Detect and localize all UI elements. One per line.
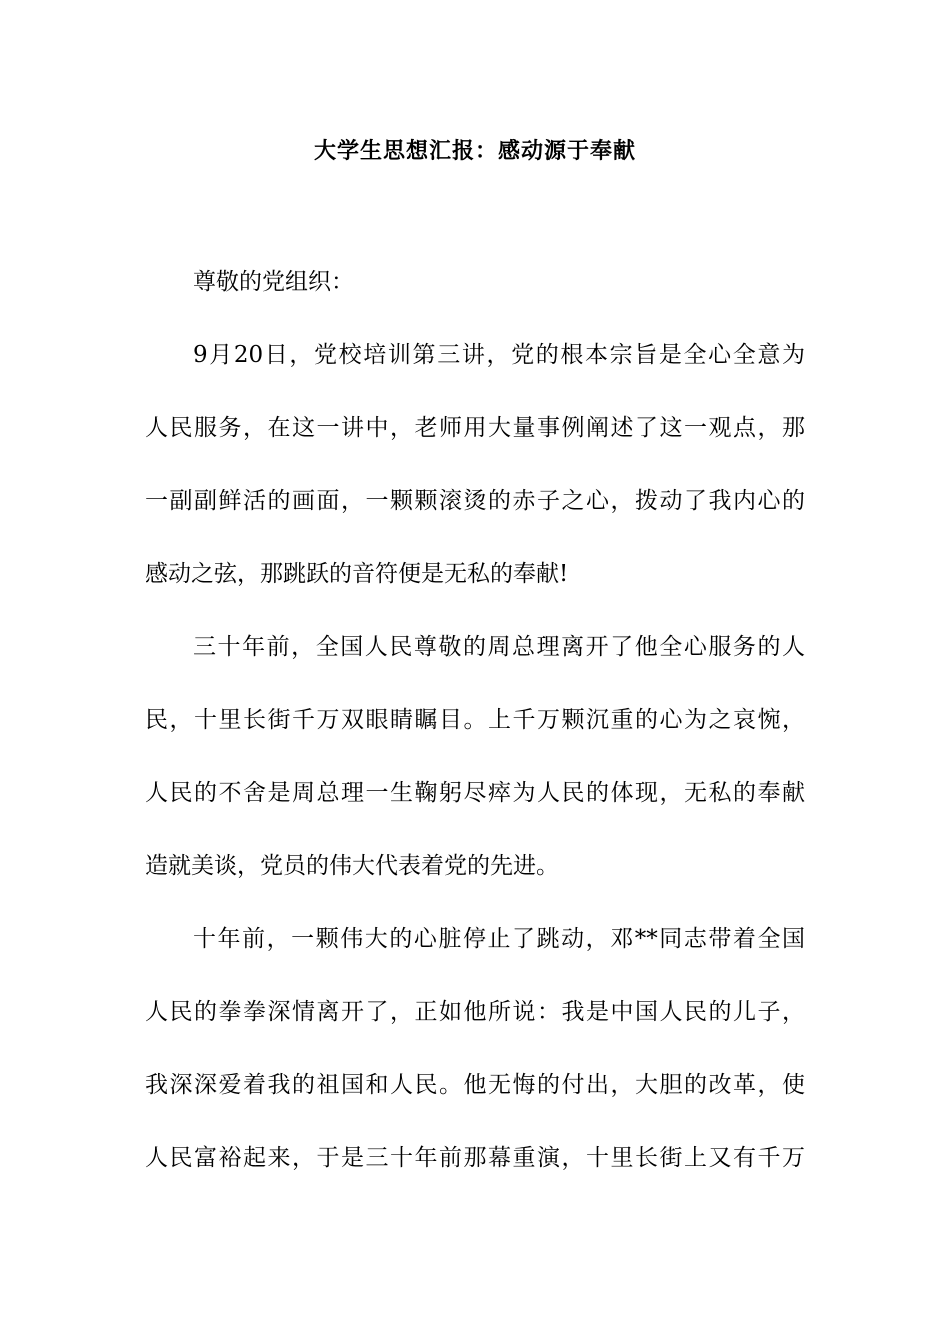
paragraph-1-line-2: 人民服务，在这一讲中，老师用大量事例阐述了这一观点，那 bbox=[145, 415, 805, 441]
paragraph-3-line-3: 我深深爱着我的祖国和人民。他无悔的付出，大胆的改革，使 bbox=[145, 1072, 805, 1098]
document-body bbox=[145, 246, 805, 1195]
paragraph-2-line-3: 人民的不舍是周总理一生鞠躬尽瘁为人民的体现，无私的奉献 bbox=[145, 780, 805, 806]
paragraph-2-line-4: 造就美谈，党员的伟大代表着党的先进。 bbox=[145, 853, 559, 879]
paragraph-2-line-2: 民，十里长街千万双眼睛瞩目。上千万颗沉重的心为之哀惋， bbox=[145, 707, 805, 733]
paragraph-1-line-4: 感动之弦，那跳跃的音符便是无私的奉献! bbox=[145, 561, 569, 587]
document-title: 大学生思想汇报：感动源于奉献 bbox=[313, 139, 636, 164]
paragraph-1-line-1: 9月20日，党校培训第三讲，党的根本宗旨是全心全意为 bbox=[193, 342, 805, 368]
paragraph-3-line-1: 十年前，一颗伟大的心脏停止了跳动，邓**同志带着全国 bbox=[193, 926, 805, 952]
paragraph-3-line-2: 人民的拳拳深情离开了，正如他所说：我是中国人民的儿子， bbox=[145, 999, 805, 1025]
paragraph-3-line-4: 人民富裕起来，于是三十年前那幕重演，十里长街上又有千万 bbox=[145, 1145, 805, 1171]
paragraph-2-line-1: 三十年前，全国人民尊敬的周总理离开了他全心服务的人 bbox=[193, 634, 805, 660]
salutation: 尊敬的党组织： bbox=[193, 269, 354, 295]
paragraph-1-line-3: 一副副鲜活的画面，一颗颗滚烫的赤子之心，拨动了我内心的 bbox=[145, 488, 805, 514]
